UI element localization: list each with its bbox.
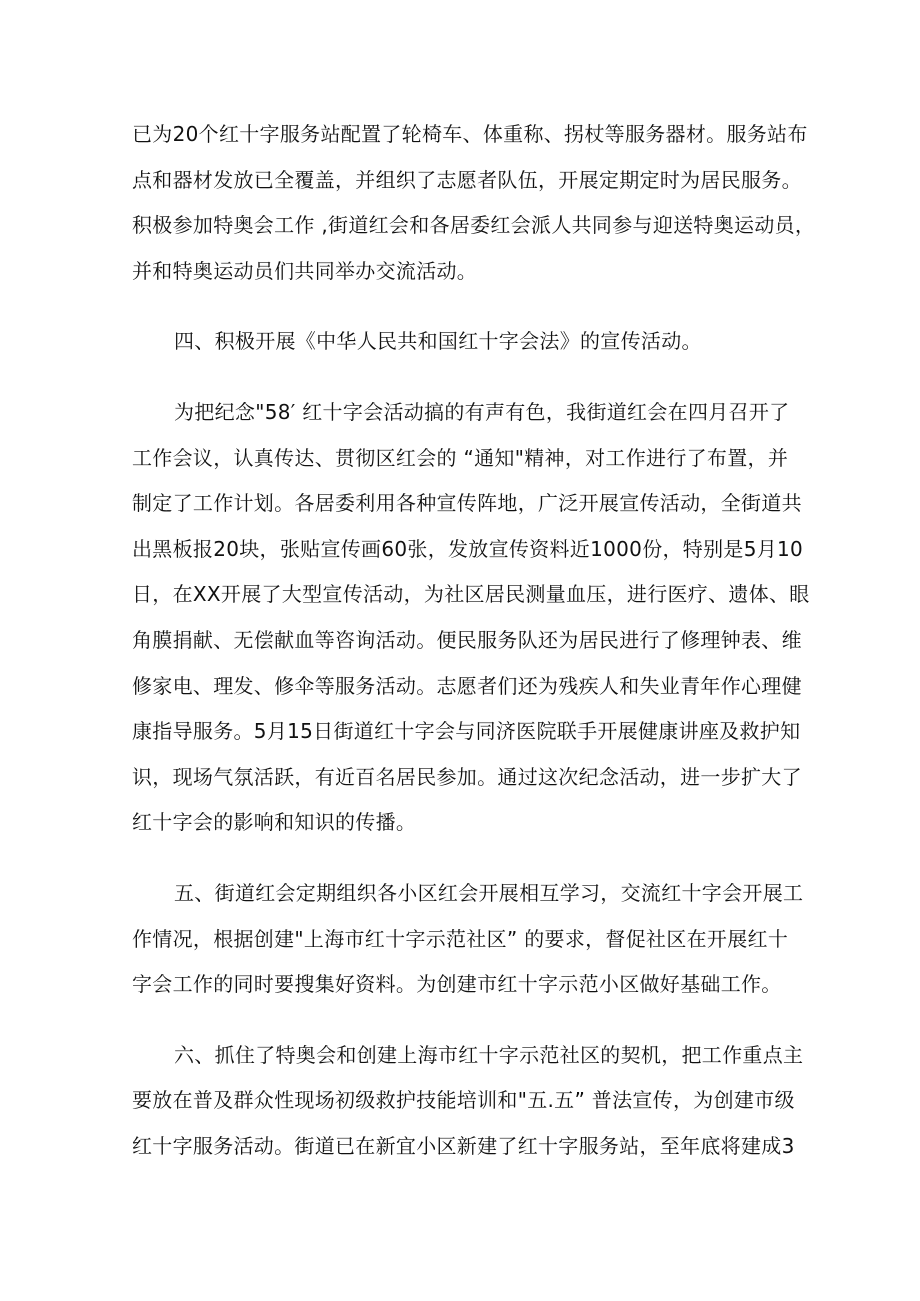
paragraph-gap [132,294,804,319]
text-line: 点和器材发放已全覆盖，并组织了志愿者队伍，开展定期定时为居民服务。 [132,167,802,192]
text-line: 为把纪念"58′ 红十字会活动搞的有声有色，我街道红会在四月召开了 [174,399,790,424]
text-line: 日，在XX开展了大型宣传活动，为社区居民测量血压，进行医疗、遗体、眼 [132,582,810,607]
text-line: 四、积极开展《中华人民共和国红十字会法》的宣传活动。 [174,329,702,354]
text-line: 角膜捐献、无偿献血等咨询活动。便民服务队还为居民进行了修理钟表、维 [132,627,802,652]
text-line: 修家电、理发、修伞等服务活动。志愿者们还为残疾人和失业青年作心理健 [132,673,802,698]
text-line: 要放在普及群众性现场初级救护技能培训和"五.五” 普法宣传，为创建市级 [132,1088,795,1113]
document-body [132,112,816,1169]
text-line: 字会工作的同时要搜集好资料。为创建市红十字示范小区做好基础工作。 [132,972,782,997]
text-line: 识，现场气氛活跃，有近百名居民参加。通过这次纪念活动，进一步扩大了 [132,764,802,789]
text-line: 六、抓住了特奥会和创建上海市红十字示范社区的契机，把工作重点主 [174,1042,804,1067]
text-line: 出黑板报20块，张贴宣传画60张，发放宣传资料近1000份，特别是5月10 [132,536,804,561]
text-line: 工作会议，认真传达、贯彻区红会的 “通知"精神，对工作进行了布置，并 [132,445,789,470]
text-line: 红十字服务活动。街道已在新宜小区新建了红十字服务站，至年底将建成3 [132,1133,795,1158]
paragraph-section-five [132,871,804,1008]
paragraph-gap [132,1008,804,1033]
text-line: 作情况，根据创建"上海市红十字示范社区” 的要求，督促社区在开展红十 [132,926,789,951]
text-line: 制定了工作计划。各居委利用各种宣传阵地，广泛开展宣传活动，全街道共 [132,491,802,516]
text-line: 积极参加特奥会工作 ,街道红会和各居委红会派人共同参与迎送特奥运动员， [132,213,816,238]
paragraph-service-stations [132,112,816,294]
text-line: 红十字会的影响和知识的传播。 [132,810,417,835]
text-line: 已为20个红十字服务站配置了轮椅车、体重称、拐杖等服务器材。服务站布 [132,122,808,146]
text-line: 五、街道红会定期组织各小区红会开展相互学习，交流红十字会开展工 [174,880,804,905]
text-line: 康指导服务。5月15日街道红十字会与同济医院联手开展健康讲座及救护知 [132,719,801,744]
paragraph-section-four-heading [132,319,804,365]
paragraph-publicity-activities [132,390,810,846]
paragraph-gap [132,846,804,871]
text-line: 并和特奥运动员们共同举办交流活动。 [132,258,478,283]
paragraph-gap [132,365,804,390]
paragraph-section-six [132,1033,804,1170]
